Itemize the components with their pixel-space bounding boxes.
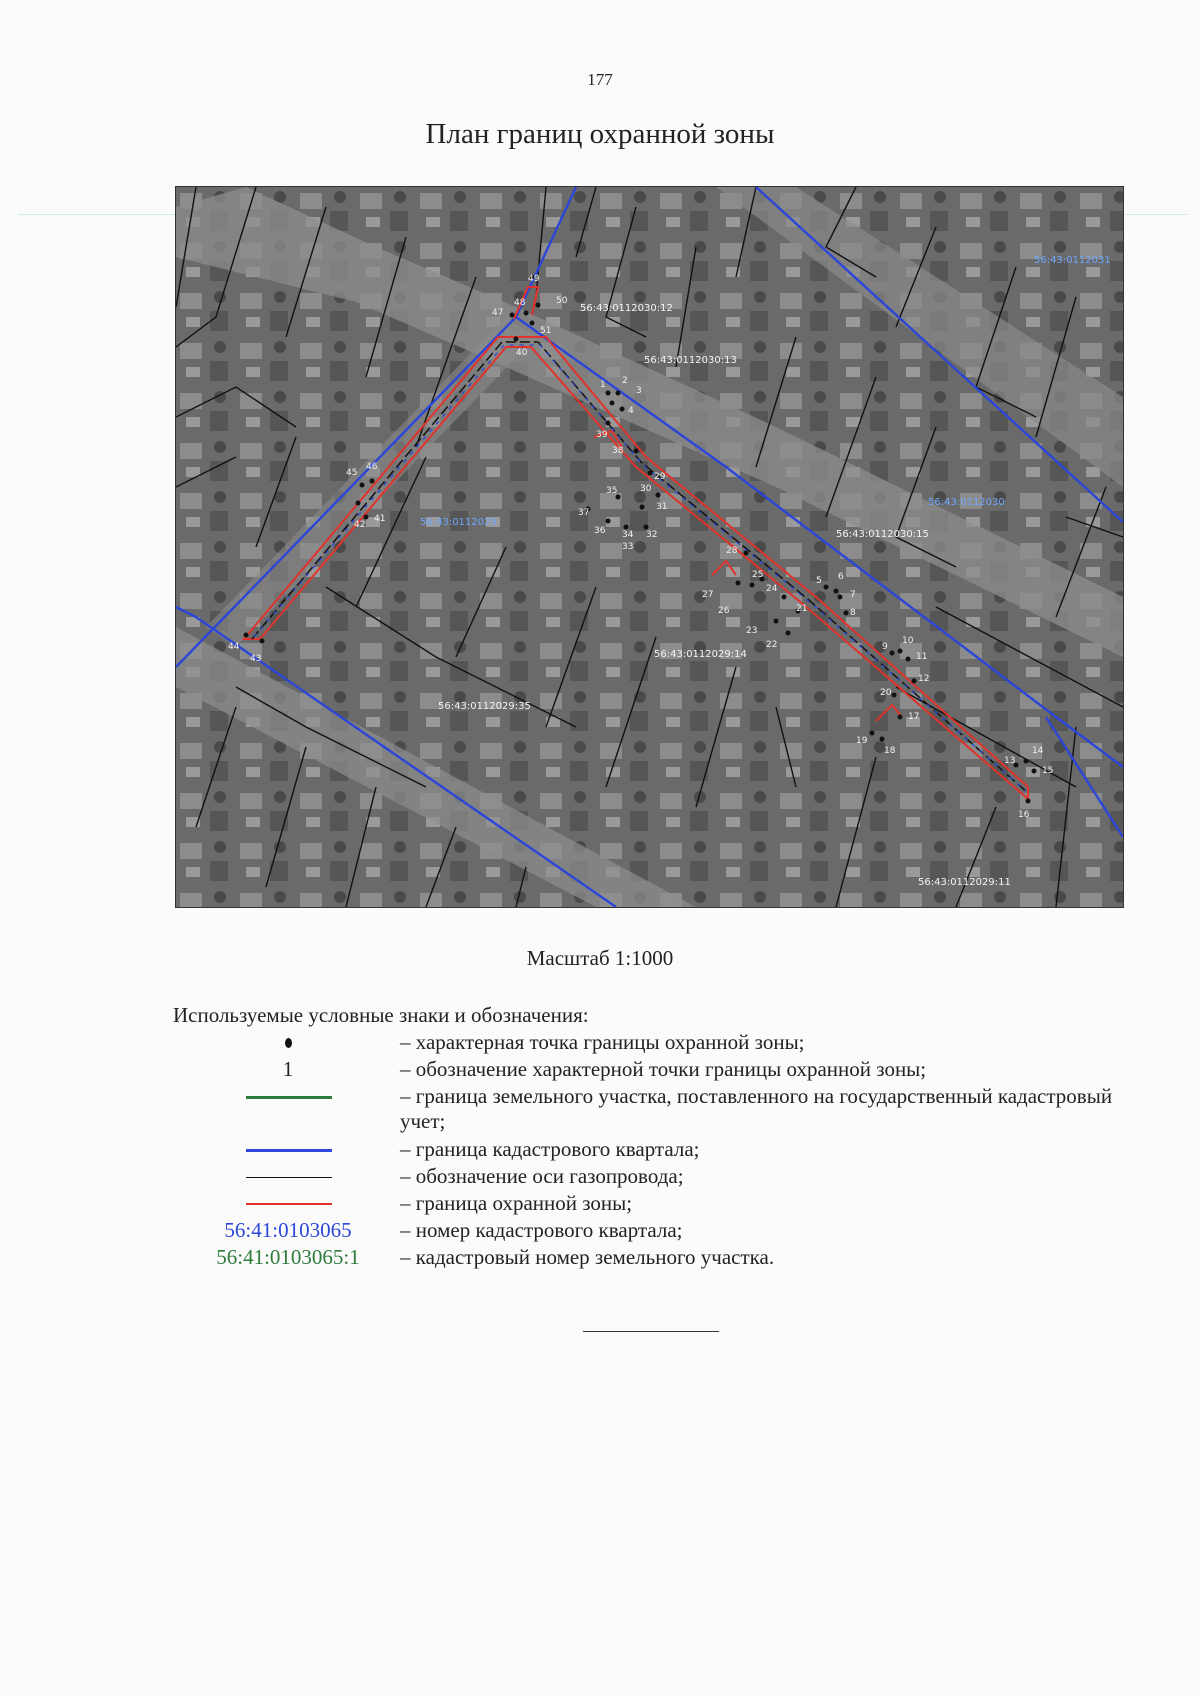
parcel-label: 56:43:0112030:12 <box>580 303 673 314</box>
map-scale: Масштаб 1:1000 <box>526 946 674 970</box>
legend-row-parcel-border <box>0 1084 1200 1133</box>
point-label: 36 <box>594 526 606 536</box>
point-label: 44 <box>228 642 240 652</box>
quarter-label: 56:43:0112030 <box>928 497 1005 508</box>
point-label: 3 <box>636 386 642 396</box>
point-label: 30 <box>640 484 652 494</box>
legend-row-quarter-border <box>0 1137 1200 1163</box>
page-title: План границ охранной зоны <box>425 118 775 150</box>
point-label: 31 <box>656 502 668 512</box>
point-label: 42 <box>354 520 366 530</box>
point-label: 47 <box>492 308 504 318</box>
legend-row-quarter-number <box>0 1218 1200 1244</box>
point-label: 17 <box>908 712 920 722</box>
point-marker-icon <box>285 1038 292 1048</box>
point-label: 37 <box>578 508 590 518</box>
black-line-icon <box>246 1177 332 1178</box>
legend-row-pipeline-axis <box>0 1164 1200 1190</box>
point-label: 35 <box>606 486 618 496</box>
point-label: 46 <box>366 462 378 472</box>
legend-text: – номер кадастрового квартала; <box>400 1218 683 1242</box>
legend-symbol <box>208 1030 368 1056</box>
point-label: 13 <box>1004 756 1016 766</box>
legend-symbol <box>208 1191 368 1217</box>
point-label: 28 <box>726 546 738 556</box>
page-number: 177 <box>587 70 613 89</box>
legend-text: – граница кадастрового квартала; <box>400 1137 700 1161</box>
point-label: 2 <box>622 376 628 386</box>
blue-line-icon <box>246 1149 332 1152</box>
legend-symbol <box>208 1137 368 1163</box>
quarter-label: 56:43:0112031 <box>1034 255 1111 266</box>
legend-text: – граница охранной зоны; <box>400 1191 633 1215</box>
point-label: 14 <box>1032 746 1044 756</box>
parcel-label: 56:43:0112030:15 <box>836 529 929 540</box>
legend-symbol <box>208 1084 368 1110</box>
point-label: 29 <box>654 472 666 482</box>
point-label: 1 <box>600 380 606 390</box>
parcel-label: 56:43:0112029:14 <box>654 649 747 660</box>
end-rule <box>583 1331 719 1332</box>
point-label: 19 <box>856 736 868 746</box>
point-label: 10 <box>902 636 914 646</box>
red-line-icon <box>246 1203 332 1205</box>
point-label: 26 <box>718 606 730 616</box>
point-label: 20 <box>880 688 892 698</box>
point-label: 32 <box>646 530 658 540</box>
point-label: 21 <box>796 604 808 614</box>
legend-text: – характерная точка границы охранной зоны; <box>400 1030 805 1054</box>
green-line-icon <box>246 1096 332 1099</box>
point-label: 27 <box>702 590 714 600</box>
map-frame <box>175 186 1124 908</box>
point-label: 18 <box>884 746 896 756</box>
point-label: 51 <box>540 326 552 336</box>
point-label: 16 <box>1018 810 1030 820</box>
point-label: 49 <box>528 274 540 284</box>
legend-symbol: 1 <box>282 1057 294 1081</box>
point-label: 39 <box>596 430 608 440</box>
legend-row-parcel-number <box>0 1245 1200 1271</box>
point-label: 6 <box>838 572 844 582</box>
point-label: 7 <box>850 590 856 600</box>
legend-row-zone-border <box>0 1191 1200 1217</box>
parcel-label: 56:43:0112029:35 <box>438 701 531 712</box>
legend-text: – граница земельного участка, поставленного на государственный кадастровый учет; <box>400 1084 1113 1133</box>
point-label: 25 <box>752 570 764 580</box>
point-label: 41 <box>374 514 386 524</box>
point-label: 33 <box>622 542 634 552</box>
point-label: 24 <box>766 584 778 594</box>
point-label: 5 <box>816 576 822 586</box>
point-label: 23 <box>746 626 758 636</box>
point-label: 40 <box>516 348 528 358</box>
point-label: 45 <box>346 468 358 478</box>
parcel-label: 56:43:0112029:11 <box>918 877 1011 888</box>
legend-heading: Используемые условные знаки и обозначения: <box>173 1003 589 1027</box>
legend-symbol: 56:41:0103065:1 <box>216 1245 360 1269</box>
legend-symbol: 56:41:0103065 <box>224 1218 352 1242</box>
point-label: 50 <box>556 296 568 306</box>
legend-row-point-number <box>0 1057 1200 1083</box>
legend-text: – обозначение характерной точки границы охранной зоны; <box>400 1057 927 1081</box>
point-label: 4 <box>628 406 634 416</box>
point-label: 8 <box>850 608 856 618</box>
point-label: 22 <box>766 640 778 650</box>
quarter-label: 56:43:0112029 <box>420 517 497 528</box>
point-label: 15 <box>1042 766 1054 776</box>
point-label: 48 <box>514 298 526 308</box>
point-label: 11 <box>916 652 928 662</box>
legend-row-point <box>0 1030 1200 1056</box>
legend-symbol <box>208 1164 368 1190</box>
point-label: 12 <box>918 674 930 684</box>
point-label: 34 <box>622 530 634 540</box>
legend-text: – обозначение оси газопровода; <box>400 1164 684 1188</box>
cadastral-map <box>176 187 1123 907</box>
point-label: 43 <box>250 654 262 664</box>
point-label: 9 <box>882 642 888 652</box>
parcel-label: 56:43:0112030:13 <box>644 355 737 366</box>
point-label: 38 <box>612 446 624 456</box>
legend-text: – кадастровый номер земельного участка. <box>400 1245 775 1269</box>
